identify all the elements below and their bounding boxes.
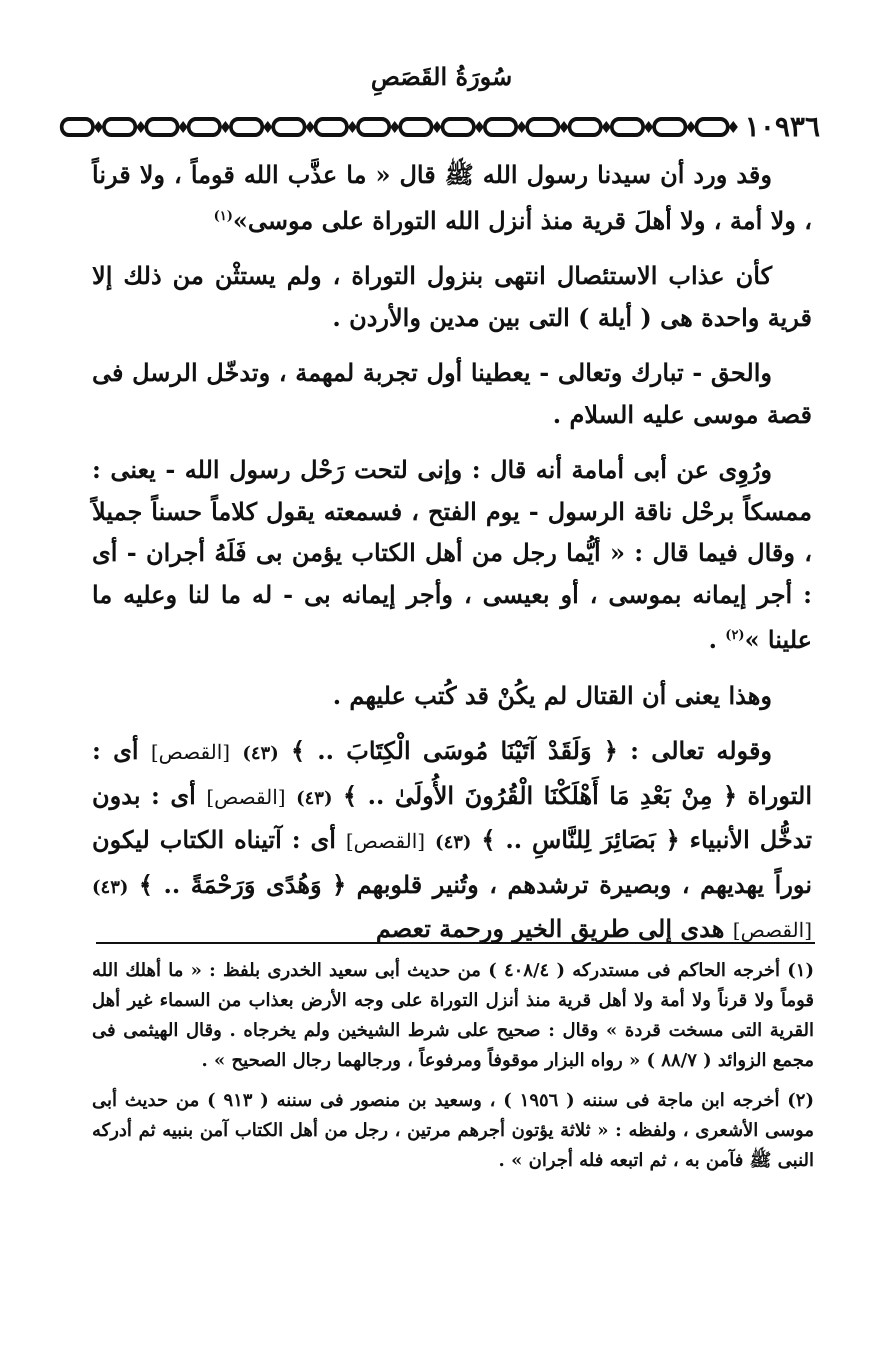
paragraph-4 bbox=[92, 449, 812, 661]
chain-link bbox=[231, 119, 262, 135]
chain-diamond bbox=[602, 121, 611, 133]
chain-link bbox=[527, 119, 558, 135]
surah-reference-1: [القصص] bbox=[150, 740, 231, 764]
paragraph-6-intro: وقوله تعالى : bbox=[617, 736, 773, 765]
paragraph-1-text: وقد ورد أن سيدنا رسول الله ﷺ قال « ما عذَّب الله قوماً ، ولا قرناً ، ولا أمة ، ولا أهلَ قرية منذ أنزل الله التوراة على موسى» bbox=[92, 160, 812, 235]
chain-link bbox=[612, 119, 643, 135]
chain-link bbox=[189, 119, 220, 135]
chain-diamond bbox=[432, 121, 441, 133]
chain-diamond bbox=[136, 121, 145, 133]
chain-diamond bbox=[263, 121, 272, 133]
chain-link bbox=[104, 119, 135, 135]
footnote-marker-1: (١) bbox=[213, 208, 233, 224]
paragraph-1 bbox=[92, 154, 812, 241]
quran-quote-1: ﴿ وَلَقَدْ آتَيْنَا مُوسَى الْكِتَابَ .. ﴾ bbox=[290, 736, 618, 765]
chain-link bbox=[400, 119, 431, 135]
surah-reference-4: [القصص] bbox=[732, 918, 812, 942]
chain-link bbox=[62, 119, 93, 135]
quran-quote-2: ﴿ مِنْ بَعْدِ مَا أَهْلَكْنَا الْقُرُونَ الأُولَىٰ .. ﴾ bbox=[343, 780, 738, 810]
verse-number-4: (٤٣) bbox=[92, 876, 129, 898]
paragraph-6-after-q1: أى : التوراة bbox=[92, 736, 812, 810]
surah-title: سُورَةُ القَصَصِ bbox=[370, 62, 513, 91]
paragraph-4-end: . bbox=[708, 625, 726, 654]
verse-number-3: (٤٣) bbox=[435, 832, 472, 853]
paragraph-6-after-q2: أى : بدون تدخُّل الأنبياء bbox=[92, 780, 813, 854]
chain-diamond bbox=[729, 121, 738, 133]
surah-reference-2: [القصص] bbox=[206, 784, 286, 809]
chain-link bbox=[570, 119, 601, 135]
chain-diamond bbox=[475, 121, 484, 133]
chain-diamond bbox=[179, 121, 188, 133]
paragraph-2: كأن عذاب الاستئصال انتهى بنزول التوراة ، ولم يستثْن من ذلك إلا قرية واحدة هى ( أيلة ) التى بين مدين والأردن . bbox=[92, 261, 812, 332]
quran-quote-3: ﴿ بَصَائِرَ لِلنَّاسِ .. ﴾ bbox=[481, 825, 680, 854]
page-header-row bbox=[58, 112, 828, 142]
paragraph-6-after-q3: أى : آتيناه الكتاب ليكون نوراً يهديهم ، وبصيرة ترشدهم ، وتُنير قلوبهم bbox=[92, 825, 813, 899]
chain-diamond bbox=[94, 121, 103, 133]
chain-link bbox=[696, 119, 727, 135]
paragraph-5: وهذا يعنى أن القتال لم يكُنْ قد كُتب عليهم . bbox=[332, 680, 772, 710]
chain-diamond bbox=[644, 121, 653, 133]
chain-diamond bbox=[348, 121, 357, 133]
chain-diamond bbox=[686, 121, 695, 133]
chain-link bbox=[146, 119, 177, 135]
chain-diamond bbox=[390, 121, 399, 133]
footnote-marker-2: (٢) bbox=[725, 628, 745, 643]
verse-number-1: (٤٣) bbox=[242, 743, 279, 764]
chain-diamond bbox=[221, 121, 230, 133]
footnote-separator bbox=[96, 942, 815, 944]
chain-diamond bbox=[305, 121, 314, 133]
footnotes bbox=[92, 956, 814, 1186]
paragraph-6-after-q4: هدى إلى طريق الخير ورحمة تعصم bbox=[375, 914, 733, 943]
chain-ornament-border bbox=[58, 114, 739, 140]
surah-reference-3: [القصص] bbox=[345, 829, 426, 853]
page-number: ١٠٩٣٦ bbox=[744, 110, 820, 143]
chain-link bbox=[443, 119, 474, 135]
footnote-2: (٢) أخرجه ابن ماجة فى سننه ( ١٩٥٦ ) ، وسعيد بن منصور فى سننه ( ٩١٣ ) من حديث أبى موسى الأشعرى ، ولفظه : « ثلاثة يؤتون أجرهم مرتين ، رجل من أهل الكتاب آمن بنبيه ثم أدركه النبى ﷺ فآمن به ، ثم اتبعه فله أجران » . bbox=[92, 1090, 814, 1171]
verse-number-2: (٤٣) bbox=[296, 787, 333, 809]
chain-diamond bbox=[559, 121, 568, 133]
quran-quote-4: ﴿ وَهُدًى وَرَحْمَةً .. ﴾ bbox=[138, 869, 347, 899]
chain-link bbox=[316, 119, 347, 135]
chain-link bbox=[273, 119, 304, 135]
chain-diamond bbox=[517, 121, 526, 133]
paragraph-3: والحق - تبارك وتعالى - يعطينا أول تجربة لمهمة ، وتدخّل الرسل فى قصة موسى عليه السلام . bbox=[92, 358, 812, 429]
chain-link bbox=[654, 119, 685, 135]
footnote-1: (١) أخرجه الحاكم فى مستدركه ( ٤٠٨/٤ ) من حديث أبى سعيد الخدرى بلفظ : « ما أهلك الله قوماً ولا قرناً ولا أمة ولا أهل قرية منذ أنزل التوراة على وجه الأرض بعذاب من السماء غير أهل القرية التى مسخت قردة » وقال : صحيح على شرط الشيخين ولم يخرجاه . وقال الهيثمى فى مجمع الزوائد ( ٨٨/٧ ) « رواه البزار موقوفاً ومرفوعاً ، ورجالهما رجال الصحيح » . bbox=[92, 960, 814, 1071]
paragraph-6 bbox=[92, 730, 812, 952]
main-text bbox=[92, 154, 812, 966]
chain-link bbox=[358, 119, 389, 135]
chain-link bbox=[485, 119, 516, 135]
paragraph-4-text: ورُوِى عن أبى أمامة أنه قال : وإنى لتحت رَحْل رسول الله - يعنى : ممسكاً برحْل ناقة الرسول - يوم الفتح ، فسمعته يقول كلاماً حسناً جميلاً ، وقال فيما قال : « أيُّما رجل من أهل الكتاب يؤمن بى فَلَهُ أجران - أى : أجر إيمانه بموسى ، أو بعيسى ، وأجر إيمانه بى - له ما لنا وعليه ما علينا » bbox=[92, 455, 812, 654]
